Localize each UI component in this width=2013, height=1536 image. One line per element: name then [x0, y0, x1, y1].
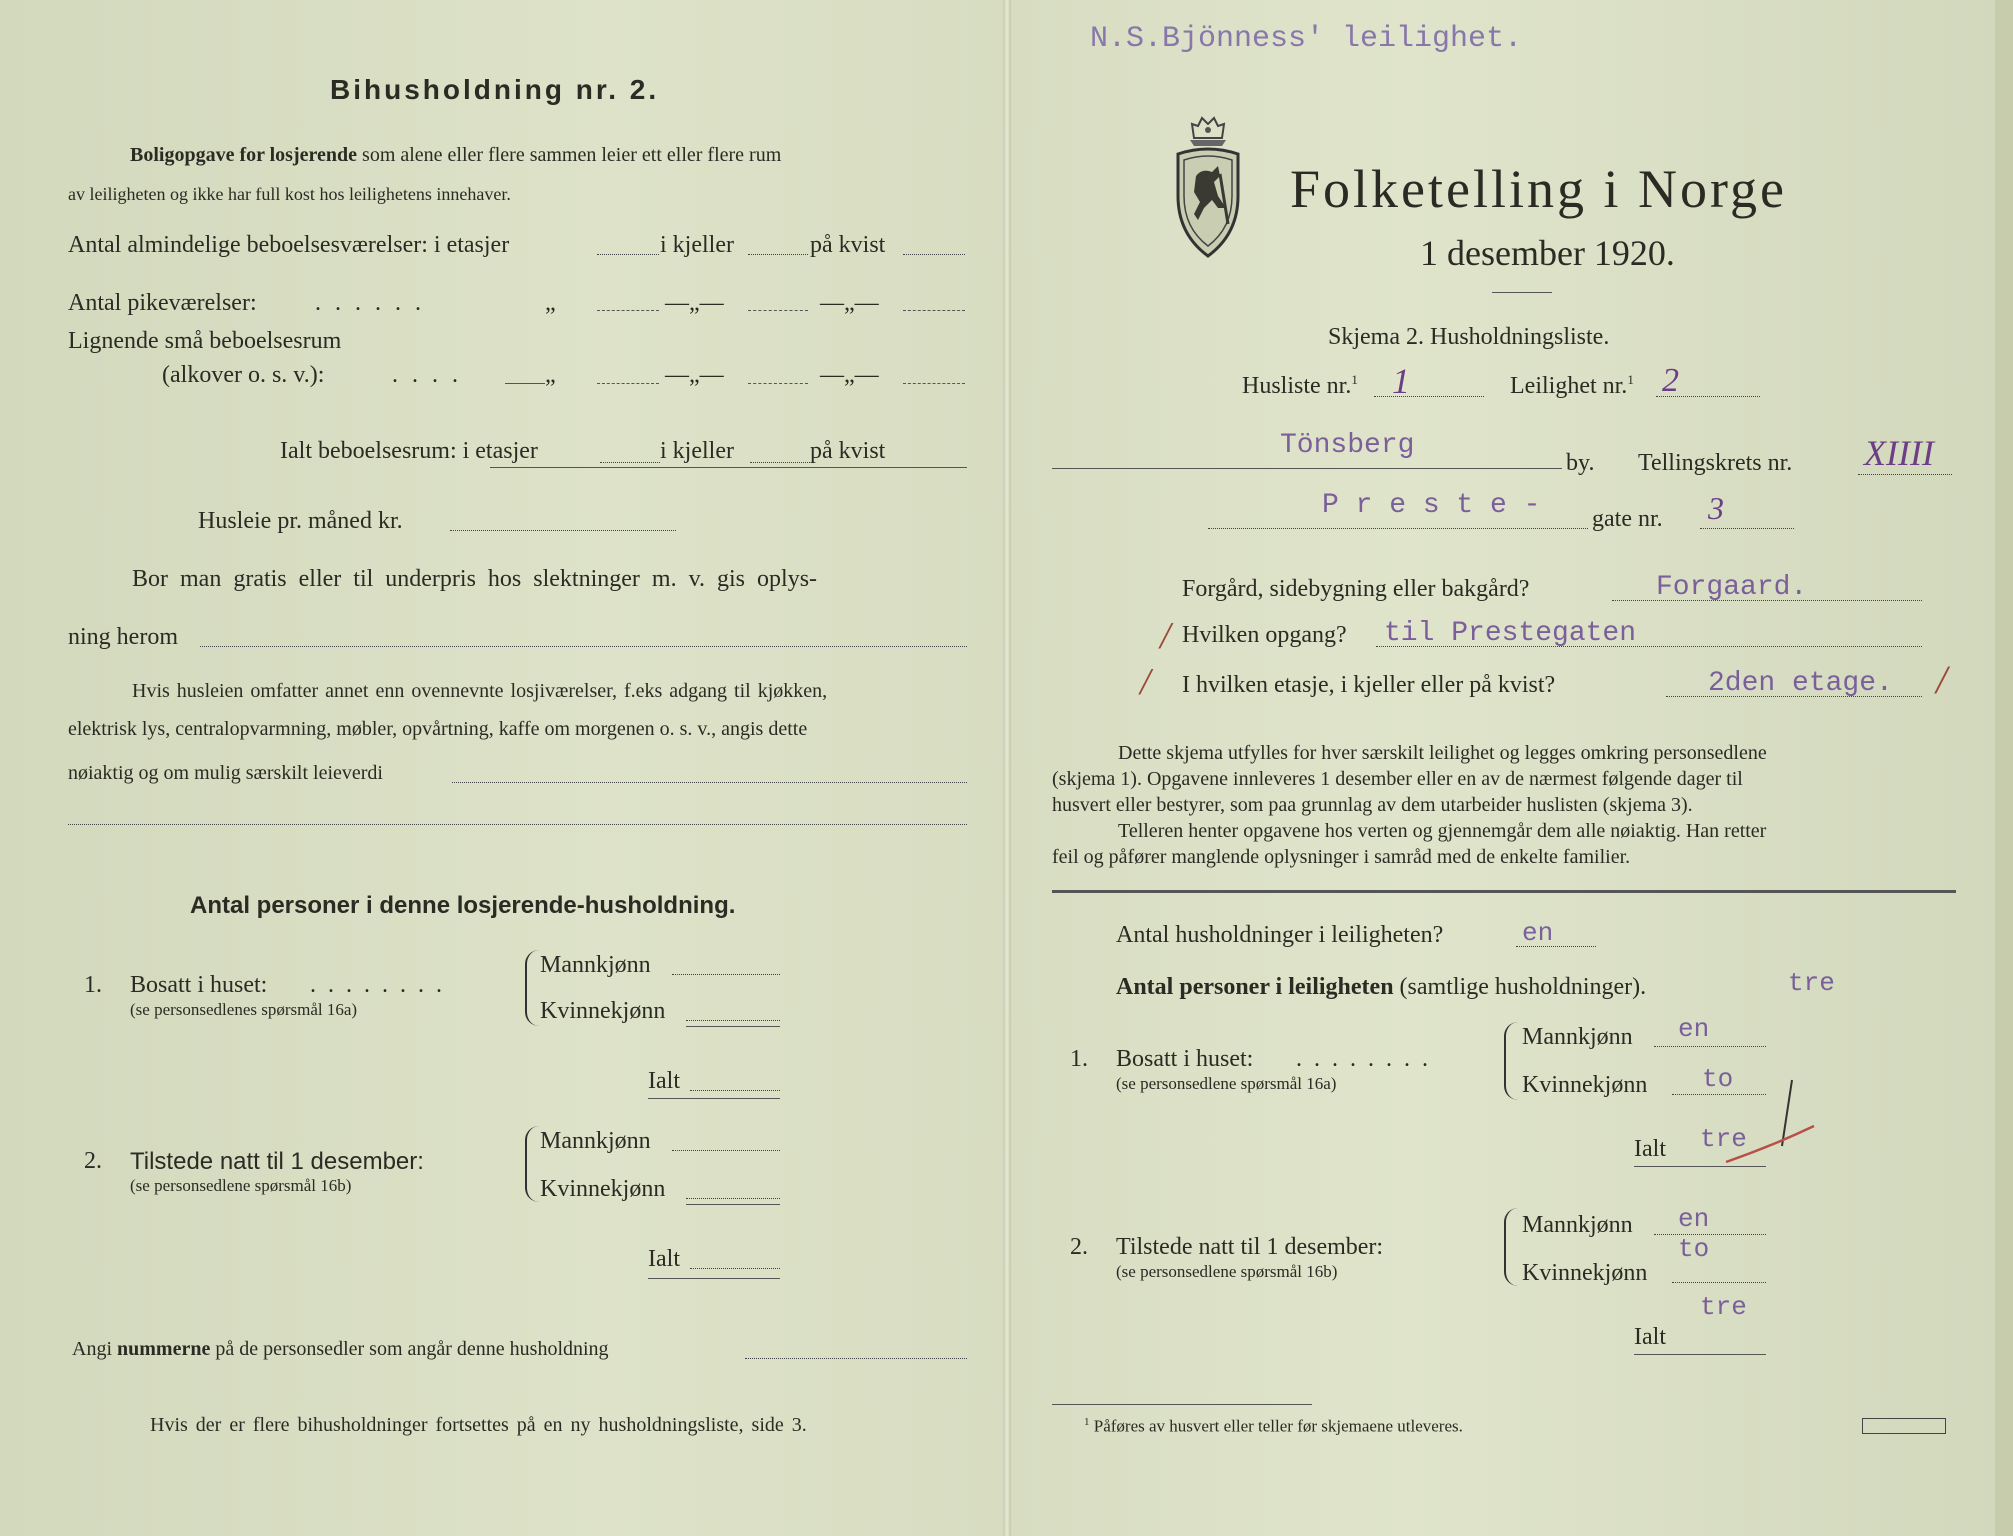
left-q1-female-label: Kvinnekjønn — [540, 998, 666, 1024]
persons-label — [1116, 974, 1646, 1001]
city-label: by. — [1566, 450, 1595, 476]
note-line-1: Hvis husleien omfatter annet enn ovennevnte losjiværelser, f.eks adgang til kjøkken, — [132, 680, 828, 702]
printer-mark-icon — [1862, 1418, 1946, 1434]
info-line-5: feil og påfører manglende oplysninger i samråd med de enkelte familier. — [1052, 846, 1631, 868]
apartment-sup: 1 — [1627, 372, 1634, 387]
small-rooms-underline — [505, 383, 545, 384]
right-q1-label: Bosatt i huset: — [1116, 1046, 1254, 1072]
apartment-text: Leilighet nr. — [1510, 373, 1628, 399]
rent-field[interactable] — [450, 530, 676, 531]
right-q1-male-value[interactable]: en — [1678, 1014, 1710, 1044]
district-value[interactable]: XIIII — [1864, 433, 1934, 473]
entrance-field — [1376, 646, 1922, 647]
census-date: 1 desember 1920. — [1420, 233, 1675, 273]
left-q2-total-rule — [648, 1278, 780, 1279]
left-q2-sum-rule — [686, 1204, 780, 1205]
total-etasjer-field[interactable] — [600, 462, 660, 463]
note-line-3: nøiaktig og om mulig særskilt leieverdi — [68, 762, 383, 784]
maids-cellar-field[interactable] — [748, 310, 808, 311]
house-list-text: Husliste nr. — [1242, 373, 1352, 399]
house-list-label — [1242, 372, 1358, 400]
info-line-4: Telleren henter opgavene hos verten og gjennemgår dem alle nøiaktig. Han retter — [1118, 820, 1767, 842]
page-fold — [1003, 0, 1011, 1536]
numbers-label — [72, 1338, 609, 1361]
info-line-3: husvert eller bestyrer, som paa grunnlag av dem utarbeider huslisten (skjema 3). — [1052, 794, 1693, 816]
rent-value-field-2[interactable] — [68, 824, 967, 825]
total-cellar-field[interactable] — [750, 462, 810, 463]
right-q1-brace — [1504, 1022, 1518, 1100]
check-mark-2: / — [1140, 661, 1151, 703]
right-q2-total-value[interactable]: tre — [1700, 1292, 1747, 1322]
total-rooms-rule — [490, 467, 967, 468]
yard-label: Forgård, sidebygning eller bakgård? — [1182, 576, 1530, 602]
stamp-top: N.S.Bjönness' leilighet. — [1090, 22, 1523, 56]
maids-attic-field[interactable] — [903, 310, 965, 311]
city-value[interactable]: Tönsberg — [1280, 430, 1415, 461]
rooms-label: Antal almindelige beboelsesværelser: i etasjer — [68, 232, 510, 258]
left-q2-num: 2. — [84, 1148, 102, 1174]
right-q2-total-label: Ialt — [1634, 1324, 1666, 1350]
street-number[interactable]: 3 — [1708, 490, 1724, 526]
left-q2-total-field[interactable] — [690, 1268, 780, 1269]
rooms-attic-field[interactable] — [903, 254, 965, 255]
yard-field — [1612, 600, 1922, 601]
right-q1-sub: (se personsedlene spørsmål 16a) — [1116, 1074, 1337, 1093]
left-q2-total-label: Ialt — [648, 1246, 680, 1272]
title-divider — [1492, 292, 1552, 293]
right-q1-total-value[interactable]: tre — [1700, 1124, 1747, 1154]
info-line-1: Dette skjema utfylles for hver særskilt leilighet og legges omkring personsedlene — [1118, 742, 1767, 764]
persons-value[interactable]: tre — [1788, 968, 1835, 998]
free-line-2: ning herom — [68, 624, 178, 650]
house-list-value[interactable]: 1 — [1392, 361, 1410, 401]
info-line-2: (skjema 1). Opgavene innleveres 1 desember eller en av de nærmest følgende dager til — [1052, 768, 1743, 790]
left-q2-male-field[interactable] — [672, 1150, 780, 1151]
district-label: Tellingskrets nr. — [1638, 450, 1793, 476]
right-q1-num: 1. — [1070, 1046, 1088, 1072]
left-q2-male-label: Mannkjønn — [540, 1128, 651, 1154]
right-q2-sub: (se personsedlene spørsmål 16b) — [1116, 1262, 1338, 1281]
right-q1-male-field — [1654, 1046, 1766, 1047]
apartment-label — [1510, 372, 1634, 400]
schema-label: Skjema 2. Husholdningsliste. — [1328, 324, 1610, 350]
footnote-text: Påføres av husvert eller teller før skjemaene utleveres. — [1093, 1416, 1463, 1436]
check-mark-3: / — [1936, 657, 1948, 702]
right-q1-male-label: Mannkjønn — [1522, 1024, 1633, 1050]
right-q2-brace — [1504, 1208, 1518, 1286]
right-q2-male-value[interactable]: en — [1678, 1204, 1710, 1234]
free-line-1: Bor man gratis eller til underpris hos slektninger m. v. gis oplys- — [132, 566, 818, 592]
persons-label-rest: (samtlige husholdninger). — [1399, 974, 1647, 1000]
small-etasjer-field[interactable] — [597, 383, 659, 384]
right-q2-female-value[interactable]: to — [1678, 1234, 1710, 1264]
small-quote-2: —„— — [665, 362, 724, 388]
small-attic-field[interactable] — [903, 383, 965, 384]
left-q2-female-field[interactable] — [686, 1198, 780, 1199]
free-field[interactable] — [200, 646, 967, 647]
left-q1-num: 1. — [84, 972, 102, 998]
total-rooms-label: Ialt beboelsesrum: i etasjer — [280, 438, 538, 464]
right-q2-num: 2. — [1070, 1234, 1088, 1260]
street-number-field — [1700, 528, 1794, 529]
small-rooms-label-2: (alkover o. s. v.): — [162, 362, 325, 388]
maids-dots: . . . . . . — [315, 290, 425, 316]
small-quote-1: „ — [545, 362, 556, 388]
check-stroke-icon — [1722, 1076, 1822, 1172]
left-title: Bihusholdning nr. 2. — [330, 74, 660, 105]
left-q1-dots: . . . . . . . . — [310, 972, 445, 998]
left-q1-sum-rule — [686, 1026, 780, 1027]
house-list-field — [1374, 396, 1484, 397]
right-q2-male-label: Mannkjønn — [1522, 1212, 1633, 1238]
left-q1-label: Bosatt i huset: — [130, 972, 268, 998]
apartment-value[interactable]: 2 — [1662, 362, 1679, 399]
intro-line-2: av leiligheten og ikke har full kost hos leilighetens innehaver. — [68, 184, 511, 204]
households-field — [1516, 946, 1596, 947]
house-list-sup: 1 — [1351, 372, 1358, 387]
floor-label: I hvilken etasje, i kjeller eller på kvist? — [1182, 672, 1556, 698]
rooms-attic-label: på kvist — [810, 232, 886, 258]
footnote-rule — [1052, 1404, 1312, 1405]
entrance-value[interactable]: til Prestegaten — [1384, 618, 1637, 649]
left-q2-brace — [525, 1126, 539, 1202]
city-field — [1052, 468, 1562, 469]
check-mark-1: / — [1160, 615, 1171, 657]
maids-quote-2: —„— — [665, 290, 724, 316]
numbers-label-a: Angi — [72, 1338, 112, 1360]
intro-line-1 — [130, 144, 781, 167]
section-rule — [1052, 890, 1956, 893]
right-q2-male-field — [1654, 1234, 1766, 1235]
persons-label-bold: Antal personer i leiligheten — [1116, 974, 1394, 1000]
street-field — [1208, 528, 1588, 529]
footnote — [1084, 1416, 1463, 1437]
rooms-cellar-label: i kjeller — [660, 232, 734, 258]
total-cellar-label: i kjeller — [660, 438, 734, 464]
footnote-num: 1 — [1084, 1416, 1090, 1428]
apartment-field — [1656, 396, 1760, 397]
maids-quote-1: „ — [545, 290, 556, 316]
yard-value[interactable]: Forgaard. — [1656, 572, 1808, 603]
right-q2-female-label: Kvinnekjønn — [1522, 1260, 1648, 1286]
right-q1-dots: . . . . . . . . — [1296, 1046, 1431, 1072]
left-q1-male-label: Mannkjønn — [540, 952, 651, 978]
right-q2-female-field — [1672, 1282, 1766, 1283]
small-rooms-dots: . . . . — [392, 362, 462, 388]
right-q2-label: Tilstede natt til 1 desember: — [1116, 1234, 1384, 1260]
right-q1-female-label: Kvinnekjønn — [1522, 1072, 1648, 1098]
left-q1-female-field[interactable] — [686, 1020, 780, 1021]
maids-label: Antal pikeværelser: — [68, 290, 257, 316]
floor-value[interactable]: 2den etage. — [1708, 668, 1893, 699]
small-cellar-field[interactable] — [748, 383, 808, 384]
floor-field — [1666, 696, 1922, 697]
page-edge — [1995, 0, 2013, 1536]
intro-bold: Boligopgave for losjerende — [130, 144, 358, 166]
left-q2-label: Tilstede natt til 1 desember: — [130, 1148, 424, 1175]
left-footer: Hvis der er flere bihusholdninger fortsettes på en ny husholdningsliste, side 3. — [150, 1414, 807, 1436]
note-line-2: elektrisk lys, centralopvarmning, møbler, opvårtning, kaffe om morgenen o. s. v., angis dette — [68, 718, 808, 740]
maids-quote-3: —„— — [820, 290, 879, 316]
small-quote-3: —„— — [820, 362, 879, 388]
rooms-etasjer-field[interactable] — [597, 254, 659, 255]
households-value[interactable]: en — [1522, 918, 1554, 948]
entrance-label: Hvilken opgang? — [1182, 622, 1347, 648]
rent-value-field[interactable] — [452, 782, 967, 783]
small-rooms-label-1: Lignende små beboelsesrum — [68, 328, 342, 354]
left-q2-sub: (se personsedlene spørsmål 16b) — [130, 1176, 352, 1195]
numbers-label-c: på de personsedler som angår denne husholdning — [215, 1338, 609, 1360]
right-q1-total-label: Ialt — [1634, 1136, 1666, 1162]
intro-rest-1: som alene eller flere sammen leier ett eller flere rum — [362, 144, 782, 166]
left-q1-total-rule — [648, 1098, 780, 1099]
numbers-field[interactable] — [745, 1358, 967, 1359]
right-q2-total-rule — [1634, 1354, 1766, 1355]
right-q1-female-value[interactable]: to — [1702, 1064, 1734, 1094]
coat-of-arms-icon — [1168, 116, 1248, 264]
main-title: Folketelling i Norge — [1290, 159, 1787, 219]
households-label: Antal husholdninger i leiligheten? — [1116, 922, 1444, 948]
numbers-label-b: nummerne — [117, 1338, 211, 1360]
persons-heading: Antal personer i denne losjerende-husholdning. — [190, 892, 736, 919]
rooms-cellar-field[interactable] — [748, 254, 808, 255]
left-q1-total-label: Ialt — [648, 1068, 680, 1094]
street-value[interactable]: P r e s t e - — [1322, 490, 1541, 521]
maids-etasjer-field[interactable] — [597, 310, 659, 311]
left-q1-brace — [525, 950, 539, 1026]
rent-label: Husleie pr. måned kr. — [198, 508, 403, 534]
left-q1-sub: (se personsedlenes spørsmål 16a) — [130, 1000, 358, 1019]
left-q1-male-field[interactable] — [672, 974, 780, 975]
street-label: gate nr. — [1592, 506, 1663, 532]
left-q2-female-label: Kvinnekjønn — [540, 1176, 666, 1202]
left-q1-total-field[interactable] — [690, 1090, 780, 1091]
district-field — [1858, 474, 1952, 475]
total-attic-label: på kvist — [810, 438, 886, 464]
